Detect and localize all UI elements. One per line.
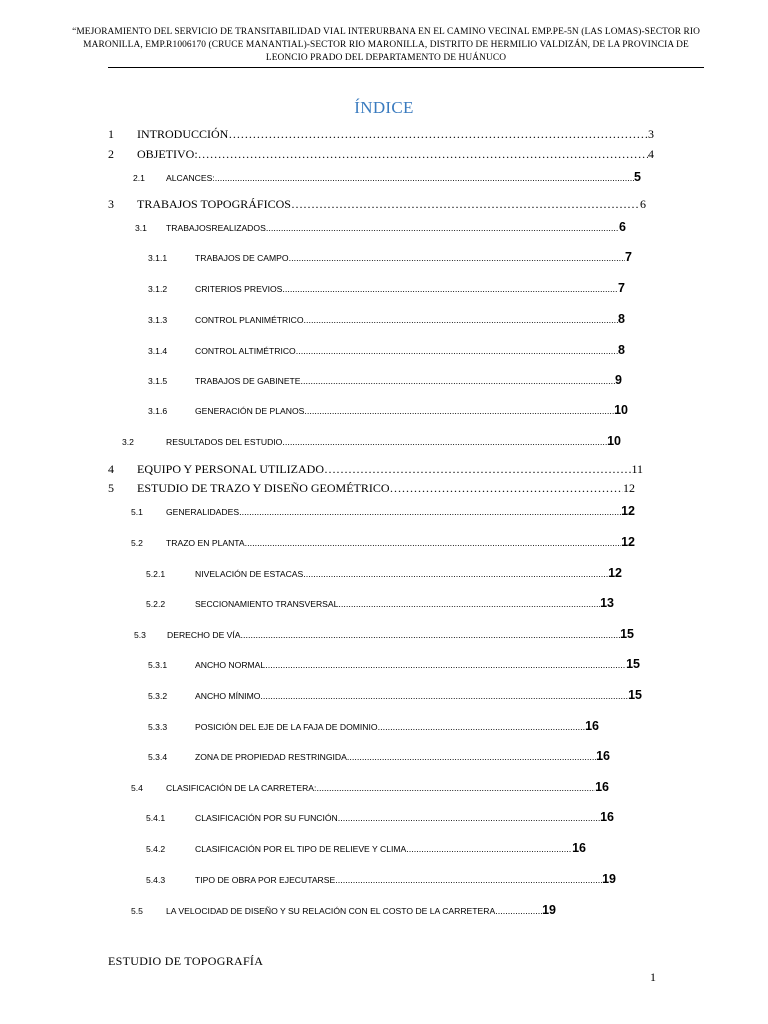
- toc-entry-number: 3: [108, 197, 114, 211]
- toc-entry[interactable]: [148, 281, 625, 295]
- toc-entry-number: 5.2: [131, 538, 143, 548]
- toc-entry-number: 1: [108, 127, 114, 141]
- toc-entry[interactable]: [146, 841, 586, 855]
- toc-entry[interactable]: [146, 566, 622, 580]
- toc-entry-label: CLASIFICACIÓN DE LA CARRETERA:: [166, 783, 317, 793]
- toc-entry-number: 3.1.6: [148, 406, 168, 416]
- toc-entry[interactable]: [108, 462, 643, 477]
- toc-entry-page: 12: [623, 481, 635, 495]
- toc-entry-number: 5.3.3: [148, 722, 168, 732]
- toc-dot-leader: [266, 223, 619, 233]
- toc-entry-page: 12: [621, 504, 635, 518]
- toc-entry-page: 16: [572, 841, 586, 855]
- toc-entry-page: 8: [618, 343, 625, 357]
- header-line-3: LEONCIO PRADO DEL DEPARTAMENTO DE HUÁNUCO: [265, 53, 507, 63]
- toc-title: ÍNDICE: [354, 98, 414, 117]
- toc-entry[interactable]: [131, 504, 635, 518]
- toc-entry-number: 5.3.2: [148, 691, 168, 701]
- toc-entry-page: 5: [634, 170, 641, 184]
- toc-entry-number: 3.1.2: [148, 284, 168, 294]
- toc-entry-label: CLASIFICACIÓN POR EL TIPO DE RELIEVE Y CLIMA: [195, 844, 407, 854]
- toc-entry-label: EQUIPO Y PERSONAL UTILIZADO: [137, 462, 324, 476]
- toc-entry-number: 5.4.2: [146, 844, 166, 854]
- toc-dot-leader: [289, 253, 625, 263]
- toc-dot-leader: [338, 599, 600, 609]
- toc-entry[interactable]: [148, 343, 625, 357]
- toc-entry[interactable]: [146, 810, 614, 824]
- toc-dot-leader: [282, 284, 618, 294]
- toc-entry[interactable]: [131, 903, 556, 917]
- toc-entry[interactable]: [108, 481, 635, 496]
- toc-entry-page: 16: [595, 780, 609, 794]
- toc-entry-label: NIVELACIÓN DE ESTACAS: [195, 569, 304, 579]
- toc-entry-number: 5.4: [131, 783, 143, 793]
- toc-entry-label: GENERACIÓN DE PLANOS: [195, 406, 305, 416]
- toc-entry[interactable]: [122, 434, 621, 448]
- toc-entry-number: 5: [108, 481, 114, 495]
- toc-entry-label: RESULTADOS DEL ESTUDIO: [166, 437, 283, 447]
- toc-entry-number: 3.2: [122, 437, 134, 447]
- toc-entry-page: 10: [607, 434, 621, 448]
- toc-entry-number: 5.4.1: [146, 813, 166, 823]
- toc-dot-leader: [296, 346, 618, 356]
- toc-entry-label: TRAZO EN PLANTA: [166, 538, 245, 548]
- toc-entry-label: POSICIÓN DEL EJE DE LA FAJA DE DOMINIO: [195, 722, 378, 732]
- toc-entry-label: TRABAJOS DE CAMPO: [195, 253, 289, 263]
- toc-entry[interactable]: [148, 657, 640, 671]
- toc-entry-number: 5.1: [131, 507, 143, 517]
- toc-entry-label: CLASIFICACIÓN POR SU FUNCIÓN: [195, 813, 338, 823]
- toc-entry-page: 7: [625, 250, 632, 264]
- toc-entry-label: INTRODUCCIÓN: [137, 127, 229, 141]
- toc-dot-leader: [282, 437, 607, 447]
- toc-entry-label: CONTROL PLANIMÉTRICO: [195, 315, 304, 325]
- toc-entry-page: 6: [640, 197, 646, 211]
- toc-entry-number: 4: [108, 462, 114, 476]
- toc-entry-number: 3.1: [135, 223, 147, 233]
- toc-entry-page: 3: [648, 127, 654, 141]
- toc-dot-leader: [265, 660, 626, 670]
- toc-entry-label: DERECHO DE VÍA: [167, 630, 241, 640]
- toc-entry-number: 5.5: [131, 906, 143, 916]
- toc-dot-leader: [324, 462, 631, 477]
- toc-entry-label: ESTUDIO DE TRAZO Y DISEÑO GEOMÉTRICO: [137, 481, 390, 495]
- toc-entry-page: 9: [615, 373, 622, 387]
- toc-dot-leader: [390, 481, 623, 496]
- toc-dot-leader: [239, 507, 621, 517]
- toc-entry[interactable]: [108, 127, 654, 142]
- toc-entry-number: 3.1.4: [148, 346, 168, 356]
- toc-entry-page: 12: [621, 535, 635, 549]
- toc-dot-leader: [495, 906, 542, 916]
- footer-text: ESTUDIO DE TOPOGRAFÍA: [108, 954, 264, 968]
- toc-dot-leader: [291, 197, 640, 212]
- toc-dot-leader: [304, 315, 619, 325]
- toc-dot-leader: [260, 691, 628, 701]
- toc-entry-number: 3.1.3: [148, 315, 168, 325]
- header-divider: [108, 67, 704, 68]
- toc-entry-page: 7: [618, 281, 625, 295]
- toc-dot-leader: [338, 813, 600, 823]
- toc-entry-page: 16: [585, 719, 599, 733]
- toc-entry-number: 2.1: [133, 173, 145, 183]
- toc-dot-leader: [316, 783, 595, 793]
- toc-entry-page: 19: [542, 903, 556, 917]
- toc-entry[interactable]: [148, 719, 599, 733]
- toc-entry-page: 11: [631, 462, 643, 476]
- toc-dot-leader: [406, 844, 572, 854]
- toc-entry-number: 5.3: [134, 630, 146, 640]
- toc-entry-number: 3.1.1: [148, 253, 168, 263]
- toc-entry-page: 16: [596, 749, 610, 763]
- toc-dot-leader: [245, 538, 621, 548]
- toc-entry-page: 16: [600, 810, 614, 824]
- toc-entry[interactable]: [108, 147, 654, 162]
- toc-entry[interactable]: [146, 596, 614, 610]
- toc-entry[interactable]: [148, 403, 628, 417]
- toc-entry-label: TRABAJOSREALIZADOS: [166, 223, 266, 233]
- toc-entry[interactable]: [133, 170, 641, 184]
- toc-entry-page: 13: [600, 596, 614, 610]
- toc-entry[interactable]: [148, 250, 632, 264]
- toc-entry[interactable]: [146, 872, 616, 886]
- toc-entry-label: CONTROL ALTIMÉTRICO: [195, 346, 296, 356]
- toc-entry[interactable]: [108, 197, 646, 212]
- toc-entry-label: TRABAJOS TOPOGRÁFICOS: [137, 197, 291, 211]
- toc-dot-leader: [215, 173, 634, 183]
- toc-entry[interactable]: [148, 373, 622, 387]
- toc-entry[interactable]: [131, 535, 635, 549]
- toc-dot-leader: [301, 376, 616, 386]
- toc-dot-leader: [335, 875, 602, 885]
- toc-entry[interactable]: [131, 780, 609, 794]
- toc-dot-leader: [378, 722, 586, 732]
- toc-entry-page: 4: [648, 147, 654, 161]
- toc-entry-label: SECCIONAMIENTO TRANSVERSAL: [195, 599, 339, 609]
- toc-dot-leader: [241, 630, 621, 640]
- toc-entry[interactable]: [148, 312, 625, 326]
- toc-entry[interactable]: [135, 220, 626, 234]
- toc-entry-page: 8: [618, 312, 625, 326]
- toc-entry-label: GENERALIDADES: [166, 507, 240, 517]
- header-line-2: MARONILLA, EMP.R1006170 (CRUCE MANANTIAL)-SECTOR RIO MARONILLA, DISTRITO DE HERMILIO VALDIZÁN, DE LA PROVINCIA DE: [83, 40, 689, 50]
- toc-entry-number: 5.3.1: [148, 660, 168, 670]
- toc-entry-label: CRITERIOS PREVIOS: [195, 284, 283, 294]
- toc-entry-page: 6: [619, 220, 626, 234]
- toc-dot-leader: [303, 569, 608, 579]
- toc-entry-page: 15: [620, 627, 634, 641]
- toc-entry-label: LA VELOCIDAD DE DISEÑO Y SU RELACIÓN CON EL COSTO DE LA CARRETERA: [166, 906, 496, 916]
- toc-entry-page: 15: [628, 688, 642, 702]
- toc-entry-number: 5.4.3: [146, 875, 166, 885]
- toc-entry-number: 3.1.5: [148, 376, 168, 386]
- toc-entry-page: 15: [626, 657, 640, 671]
- toc-entry[interactable]: [134, 627, 634, 641]
- toc-entry-page: 19: [602, 872, 616, 886]
- project-header: [30, 26, 742, 65]
- toc-entry-number: 2: [108, 147, 114, 161]
- toc-entry[interactable]: [148, 688, 642, 702]
- toc-dot-leader: [347, 752, 596, 762]
- toc-entry-number: 5.2.2: [146, 599, 166, 609]
- toc-entry-number: 5.3.4: [148, 752, 168, 762]
- toc-entry-label: TIPO DE OBRA POR EJECUTARSE: [195, 875, 336, 885]
- toc-entry[interactable]: [148, 749, 610, 763]
- toc-entry-label: ALCANCES:: [166, 173, 215, 183]
- toc-entry-page: 10: [614, 403, 628, 417]
- page-number: 1: [650, 970, 656, 984]
- toc-dot-leader: [228, 127, 648, 142]
- toc-dot-leader: [198, 147, 648, 162]
- toc-entry-label: OBJETIVO:: [137, 147, 198, 161]
- toc-dot-leader: [304, 406, 614, 416]
- toc-entry-number: 5.2.1: [146, 569, 166, 579]
- header-line-1: “MEJORAMIENTO DEL SERVICIO DE TRANSITABILIDAD VIAL INTERURBANA EN EL CAMINO VECINAL EMP.PE-5N (LAS LOMAS)-SECTOR RIO: [72, 27, 700, 37]
- toc-entry-label: ANCHO NORMAL: [195, 660, 266, 670]
- toc-entry-label: TRABAJOS DE GABINETE: [195, 376, 301, 386]
- toc-entry-label: ANCHO MÍNIMO: [195, 691, 261, 701]
- toc-entry-label: ZONA DE PROPIEDAD RESTRINGIDA: [195, 752, 347, 762]
- toc-entry-page: 12: [608, 566, 622, 580]
